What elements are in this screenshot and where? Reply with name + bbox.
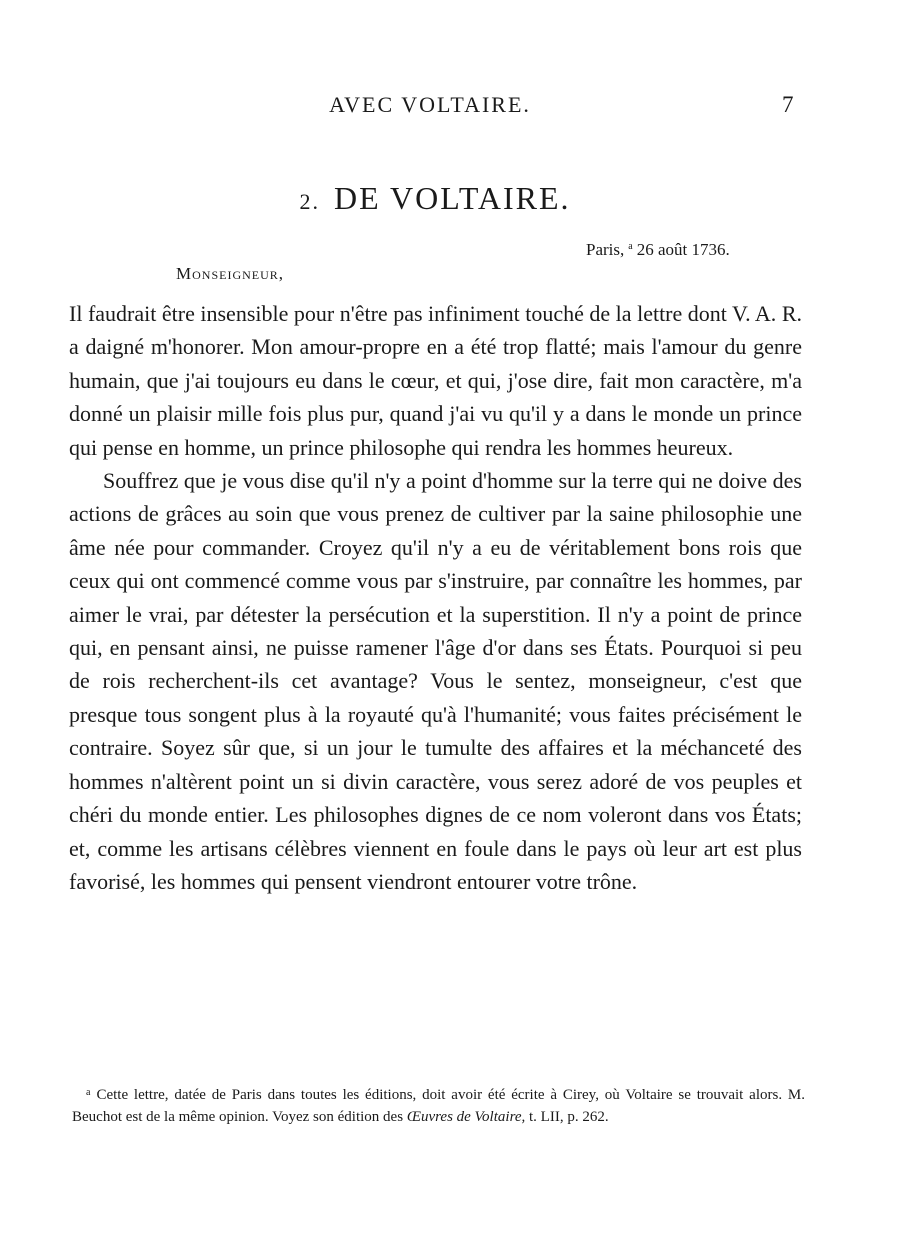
letter-date: 26 août 1736.: [636, 240, 730, 259]
letter-place: Paris,: [586, 240, 625, 259]
footnote-mark: a: [86, 1087, 91, 1098]
salutation: Monseigneur,: [176, 264, 285, 283]
footnote: [72, 1082, 805, 1128]
letter-title: DE VOLTAIRE.: [333, 180, 571, 216]
footnote-work-title: Œuvres de Voltaire,: [406, 1109, 526, 1125]
paragraph-2: Souffrez que je vous dise qu'il n'y a point d'homme sur la terre qui ne doive des actions de grâces au soin que vous prenez de cultiver par la saine philosophie une âme née pour commander. Croyez qu'il n'y a eu de véritablement bons rois que ceux qui ont commencé comme vous par s'instruire, par connaître les hommes, par aimer le vrai, par détester la persécution et la superstition. Il n'y a point de prince qui, en pensant ainsi, ne puisse ramener l'âge d'or dans ses États. Pourquoi si peu de rois recherchent-ils cet avantage? Vous le sentez, monseigneur, c'est que presque tous songent plus à la royauté qu'à l'humanité; vous faites précisément le contraire. Soyez sûr que, si un jour le tumulte des affaires et la méchanceté des hommes n'altèrent point un si divin caractère, vous serez adoré de vos peuples et chéri du monde entier. Les philosophes dignes de ce nom voleront dans vos États; et, comme les artisans célèbres viennent en foule dans le pays où leur art est plus favorisé, les hommes qui pensent viendront entourer votre trône.: [69, 468, 802, 894]
letter-number: 2.: [299, 189, 320, 214]
footnote-reference: t. LII, p. 262.: [529, 1109, 609, 1125]
footnote-text: Cette lettre, datée de Paris dans toutes les éditions, doit avoir été écrite à Cirey, où Voltaire se trouvait alors. M. Beuchot est de la même opinion. Voyez son édition des: [72, 1087, 805, 1125]
page-number: 7: [782, 92, 794, 117]
running-head: [0, 92, 900, 122]
running-title: AVEC VOLTAIRE.: [329, 92, 531, 117]
dateline: [586, 240, 786, 260]
letter-body: [69, 297, 802, 898]
paragraph-1: Il faudrait être insensible pour n'être pas infiniment touché de la lettre dont V. A. R. a daigné m'honorer. Mon amour-propre en a été trop flatté; mais l'amour du genre humain, que j'ai toujours eu dans le cœur, et qui, j'ose dire, fait mon caractère, m'a donné un plaisir mille fois plus pur, quand j'ai vu qu'il y a dans le monde un prince qui pense en homme, un prince philosophe qui rendra les hommes heureux.: [69, 301, 802, 460]
footnote-reference-mark[interactable]: a: [628, 241, 633, 252]
letter-heading: [0, 180, 870, 217]
